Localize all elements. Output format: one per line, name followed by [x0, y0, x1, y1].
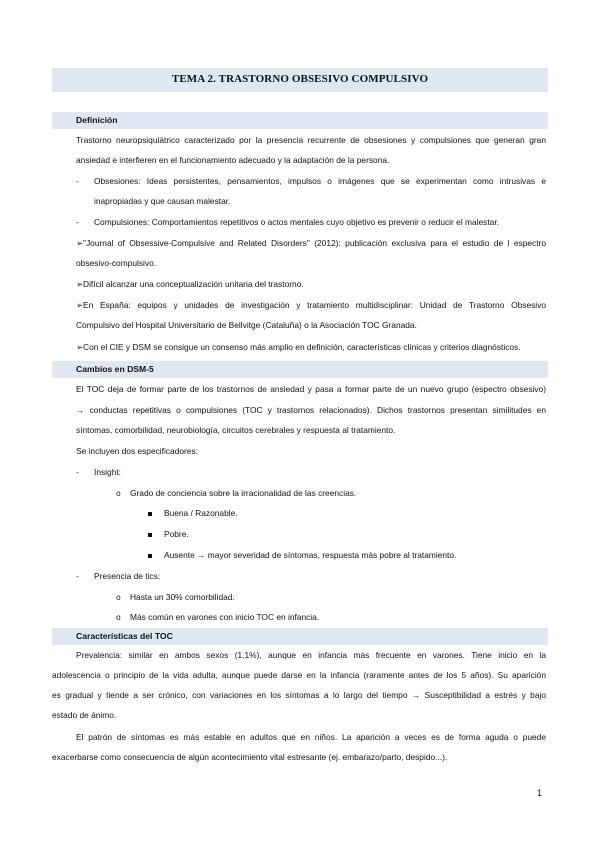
dash-bullet: - [76, 571, 79, 581]
circle-bullet: o [116, 592, 121, 602]
section-header-caracteristicas [52, 628, 548, 645]
page-number: 1 [537, 788, 543, 798]
list-item: Presencia de tics: [94, 571, 161, 581]
square-bullet [148, 512, 152, 516]
arrow-item-continued: Compulsivo del Hospital Universitario de Bellvitge (Cataluña) o la Asociación TOC Granada. [76, 320, 417, 330]
arrow-item: ➢En España: equipos y unidades de investigación y tratamiento multidisciplinar: Unidad de Trastorno Obsesivo [76, 300, 546, 310]
paragraph-line: → conductas repetitivas o compulsiones (TOC y trastornos relacionados). Dichos trastornos presentan similitudes en [76, 405, 546, 415]
paragraph-line: El TOC deja de formar parte de los trastornos de ansiedad y pasa a formar parte de un nuevo grupo (espectro obsesivo) [76, 384, 546, 394]
list-item-continued: inapropiadas y que causan malestar. [94, 196, 231, 206]
document-title: TEMA 2. TRASTORNO OBSESIVO COMPULSIVO [171, 73, 429, 85]
sub-item: Más común en varones con inicio TOC en infancia. [130, 612, 320, 622]
section-title: Características del TOC [76, 631, 173, 641]
sub-item: Hasta un 30% comorbilidad. [130, 592, 235, 602]
section-title: Cambios en DSM-5 [76, 364, 154, 374]
list-item: Insight: [94, 467, 122, 477]
dash-bullet: - [76, 217, 79, 227]
circle-bullet: o [116, 488, 121, 498]
sub-sub-item: Pobre. [164, 529, 189, 539]
paragraph-line: ansiedad e interfieren en el funcionamiento adecuado y la adaptación de la persona. [76, 155, 390, 165]
dash-bullet: - [76, 176, 79, 186]
square-bullet [148, 533, 152, 537]
paragraph-line: es gradual y tiende a ser crónico, con variaciones en los síntomas a lo largo del tiempo → Susceptibilidad a estrés y bajo [52, 690, 546, 700]
paragraph-line: exacerbarse como consecuencia de algún acontecimiento vital estresante (ej. embarazo/parto, despido...). [52, 752, 448, 762]
sub-item: Grado de conciencia sobre la irracionalidad de las creencias. [130, 488, 357, 498]
section-header-dsm5 [52, 361, 548, 378]
paragraph-line: Trastorno neuropsiquiátrico caracterizado por la presencia recurrente de obsesiones y compulsiones que generan gran [76, 135, 546, 145]
arrow-item-continued: obsesivo-compulsivo. [76, 258, 157, 268]
arrow-item: ➢Difícil alcanzar una conceptualización unitaria del trastorno. [76, 279, 304, 289]
title-banner [52, 68, 548, 92]
paragraph-line: Prevalencia: similar en ambos sexos (1,1%), aunque en infancia más frecuente en varones. Tiene inicio en la [76, 650, 546, 660]
list-item: Obsesiones: Ideas persistentes, pensamientos, impulsos o imágenes que se experimentan como intrusivas e [94, 176, 546, 186]
paragraph-line: adolescencia o principio de la vida adulta, aunque puede darse en la infancia (raramente antes de los 5 años). Su aparición [52, 670, 546, 680]
sub-sub-item: Buena / Razonable. [164, 508, 238, 518]
paragraph-line: El patrón de síntomas es más estable en adultos que en niños. La aparición a veces es de forma aguda o puede [76, 732, 546, 742]
section-header-definicion [52, 112, 548, 129]
arrow-item: ➢Con el CIE y DSM se consigue un consenso más amplio en definición, características clínicas y criterios diagnósticos. [76, 342, 521, 352]
arrow-item: ➢"Journal of Obsessive-Compulsive and Related Disorders" (2012): publicación exclusiva para el estudio de l espectro [76, 238, 546, 248]
paragraph-line: síntomas, comorbilidad, neurobiología, circuitos cerebrales y respuesta al tratamiento. [76, 425, 396, 435]
list-item: Compulsiones: Comportamientos repetitivos o actos mentales cuyo objetivo es prevenir o reducir el malestar. [94, 217, 499, 227]
circle-bullet: o [116, 612, 121, 622]
sub-sub-item: Ausente → mayor severidad de síntomas, respuesta más pobre al tratamiento. [164, 550, 457, 560]
dash-bullet: - [76, 467, 79, 477]
paragraph-line: estado de ánimo. [52, 710, 117, 720]
section-title: Definición [76, 115, 118, 125]
paragraph-line: Se incluyen dos especificadores: [76, 446, 198, 456]
square-bullet [148, 554, 152, 558]
